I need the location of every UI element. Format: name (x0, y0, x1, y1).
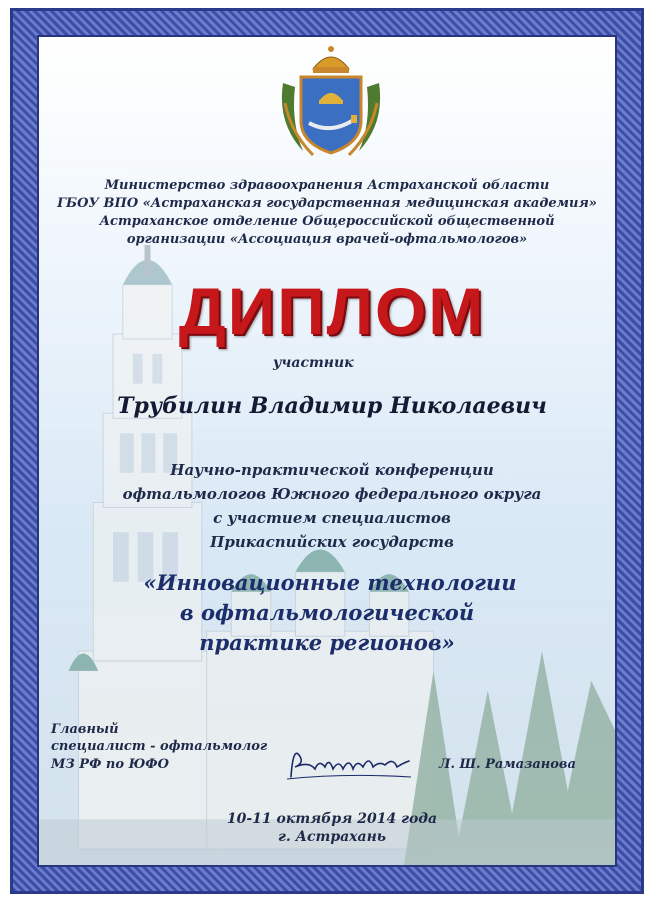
event-date: 10-11 октября 2014 года (226, 811, 438, 827)
signatory-position-line-1: Главный (51, 722, 119, 737)
conference-line-1: Научно-практической конференции (170, 461, 494, 479)
theme-line-2: в офтальмологической (179, 600, 475, 625)
event-place: г. Астрахань (277, 829, 387, 845)
participant-role: участник (273, 355, 354, 371)
signatory-position-line-3: МЗ РФ по ЮФО (51, 757, 169, 772)
diploma-body (37, 35, 617, 867)
signatory-position-line-2: специалист - офтальмолог (51, 739, 268, 754)
conference-line-2: офтальмологов Южного федерального округа (122, 485, 542, 503)
organization-line-4: организации «Ассоциация врачей-офтальмологов» (126, 232, 528, 247)
diploma-content (39, 37, 615, 865)
recipient-name: Трубилин Владимир Николаевич (117, 393, 547, 419)
conference-line-3: с участием специалистов (213, 509, 451, 527)
organization-line-1: Министерство здравоохранения Астраханской области (104, 178, 550, 193)
signatory-name: Л. Ш. Рамазанова (439, 757, 576, 772)
handwritten-signature (285, 737, 415, 787)
theme-line-1: «Инновационные технологии (143, 570, 517, 595)
organization-line-2: ГБОУ ВПО «Астраханская государственная медицинская академия» (57, 196, 597, 211)
theme-line-3: практике регионов» (199, 630, 455, 655)
organization-line-3: Астраханское отделение Общероссийской общественной (99, 214, 555, 229)
ornamental-border (10, 8, 644, 894)
conference-line-4: Прикаспийских государств (210, 533, 454, 551)
diploma-title: ДИПЛОМ (178, 274, 486, 348)
